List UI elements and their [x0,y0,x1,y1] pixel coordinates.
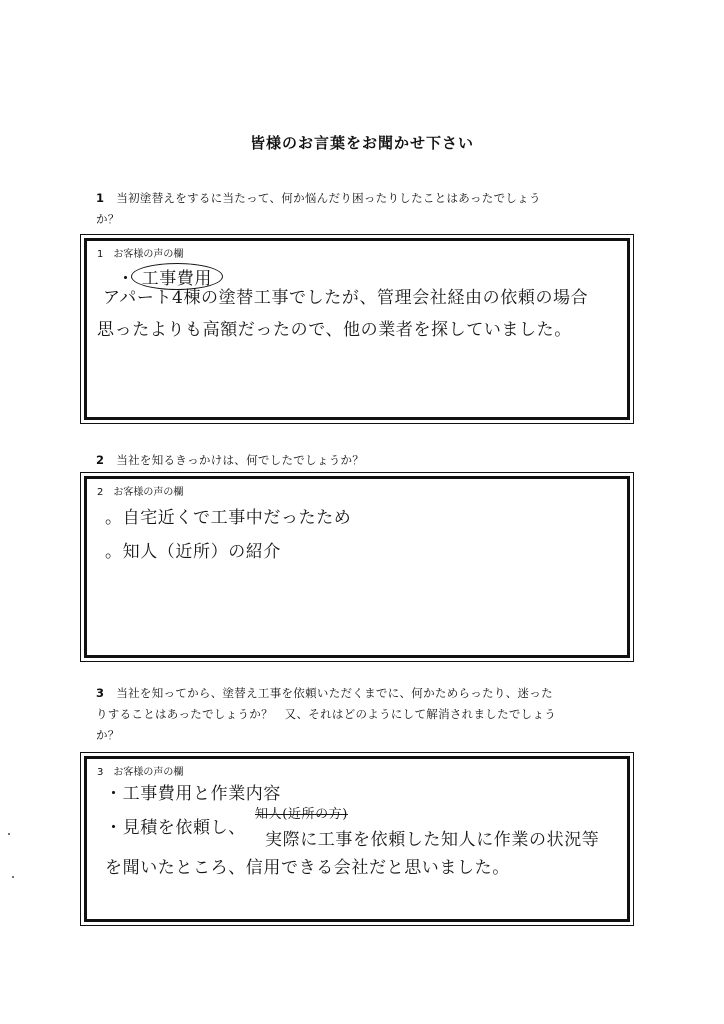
answer-3-struck-text: 知人(近所の方) [255,807,348,822]
question-2 [96,450,636,471]
answer-3-line-1: ・工事費用と作業内容 [105,784,281,804]
answer-1-heading-circled: 工事費用 [131,263,223,290]
answer-3-strike-note [255,803,348,822]
question-3-text-1: 当社を知ってから、塗替え工事を依頼いただくまでに、何かためらったり、迷った [116,686,553,700]
question-1-number: 1 [96,191,105,205]
scan-speck [12,876,14,878]
question-3 [96,683,636,746]
scan-speck [8,833,10,835]
question-1 [96,188,636,230]
question-3-line-2: りすることはあったでしょうか？ 又、それはどのようにして解消されましたでしょう [96,707,557,721]
page-title: 皆様のお言葉をお聞かせ下さい [249,134,474,152]
question-1-text-1: 当初塗替えをするに当たって、何か悩んだり困ったりしたことはあったでしょう [116,191,541,205]
answer-2-line-1: 。自宅近くで工事中だったため [105,508,352,528]
question-3-number: 3 [96,686,105,700]
answer-3-insertion: 実際に工事を依頼した知人に作業の状況等 [265,830,600,850]
question-2-line-1 [96,450,636,471]
answer-box-2 [84,476,630,658]
answer-box-3 [84,756,630,922]
answer-3-line-3: を聞いたところ、信用できる会社だと思いました。 [105,858,510,878]
answer-box-3-label: 3 お客様の声の欄 [97,767,184,778]
question-3-line-3: か？ [96,728,120,742]
answer-1-line-1: アパート4棟の塗替工事でしたが、管理会社経由の依頼の場合 [103,288,589,308]
answer-box-2-label: 2 お客様の声の欄 [97,487,184,498]
question-2-text-1: 当社を知るきっかけは、何でしたでしょうか？ [116,453,365,467]
question-1-line-1 [96,188,636,209]
question-1-line-2: か？ [96,212,120,226]
question-3-line-1 [96,683,636,704]
question-2-number: 2 [96,453,105,467]
answer-box-1 [84,238,630,420]
answer-1-line-2: 思ったよりも高額だったので、他の業者を探していました。 [97,320,572,340]
answer-box-1-label: 1 お客様の声の欄 [97,249,184,260]
answer-1-heading-bullet: ・ [117,269,135,289]
answer-3-line-2: ・見積を依頼し、 [105,818,246,838]
answer-2-line-2: 。知人（近所）の紹介 [105,542,281,562]
